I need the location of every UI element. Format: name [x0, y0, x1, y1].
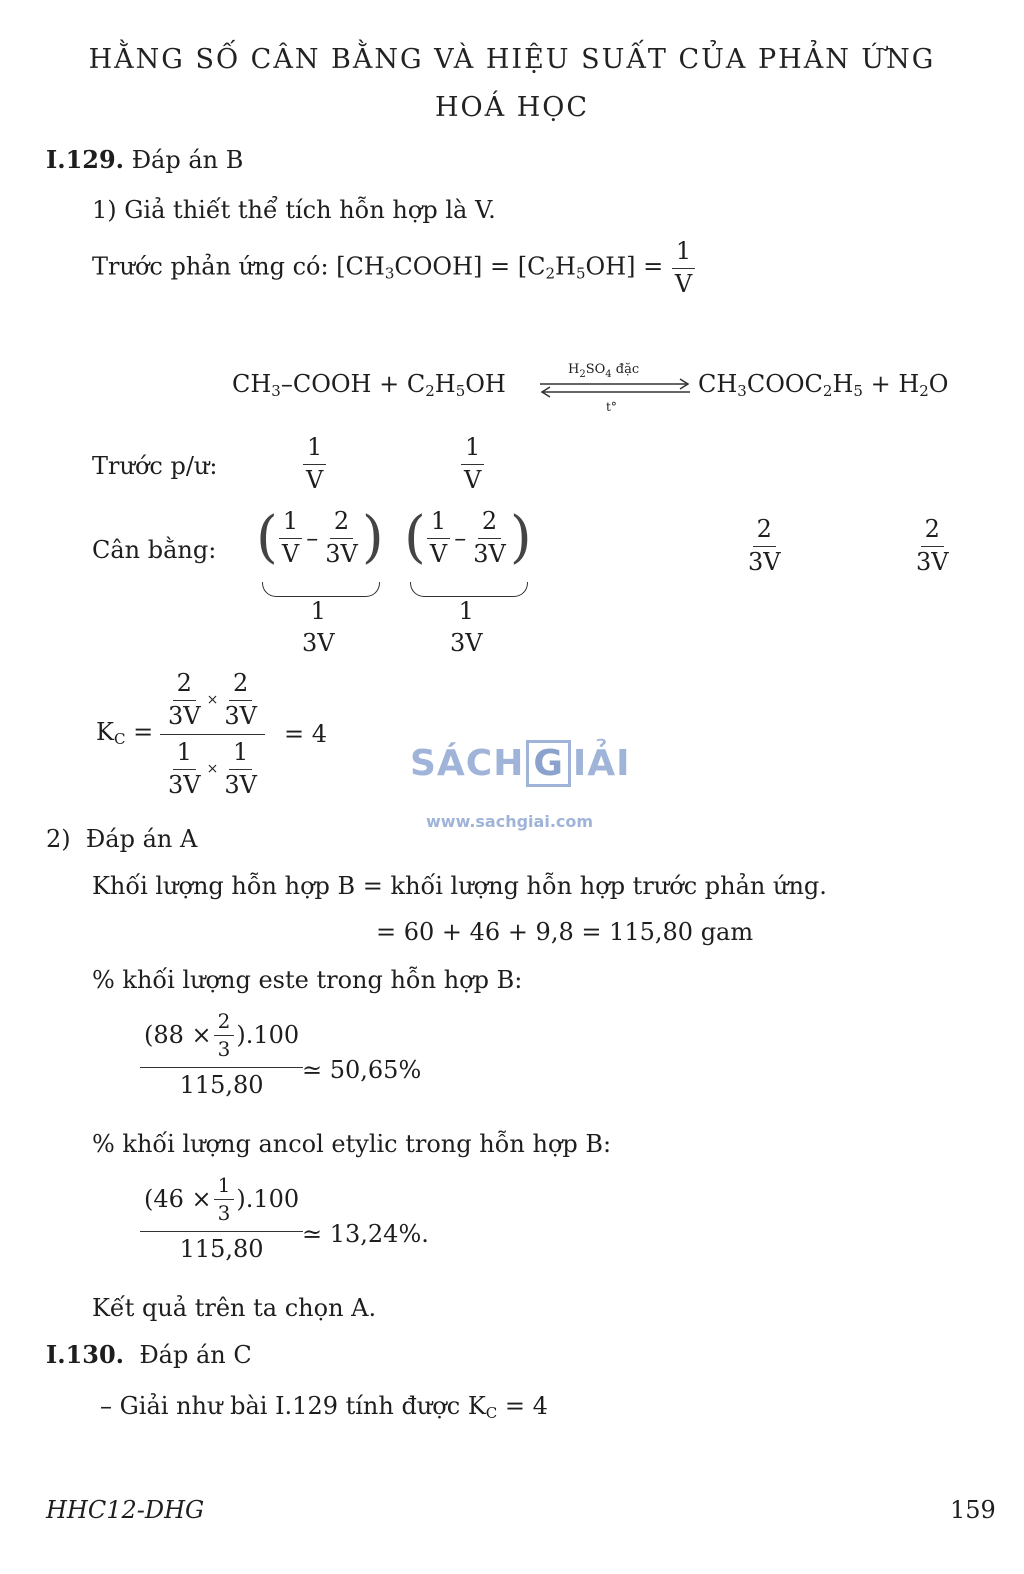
equilibrium-water-fraction: $\frac{2}{3V}$ [916, 515, 949, 576]
question-label: I.129. [46, 145, 125, 174]
kc-label: $K_C$ = [96, 718, 154, 748]
temperature-label: t° [606, 400, 617, 414]
mass-line-1: Khối lượng hỗn hợp B = khối lượng hỗn hợp trước phản ứng. [92, 872, 827, 900]
kc-big-fraction: $\frac{2}{3V}$ × $\frac{2}{3V}$ $\frac{1}{3V}$ × $\frac{1}{3V}$ [160, 670, 265, 799]
fraction-1-over-V: $\frac{1}{V}$ [671, 238, 696, 298]
before-alcohol-fraction: $\frac{1}{V}$ [460, 434, 485, 494]
catalyst-label: $H_2SO_4$ đặc [568, 362, 640, 380]
page-title-line1: HẰNG SỐ CÂN BẰNG VÀ HIỆU SUẤT CỦA PHẢN ỨNG [88, 44, 936, 75]
watermark-url: www.sachgiai.com [426, 812, 594, 831]
question-130-line: – Giải như bài I.129 tính được $K_C = 4$ [100, 1392, 548, 1422]
reaction-right: $CH_3COOC_2H_5 + H_2O$ [698, 370, 949, 400]
before-concentrations: Trước phản ứng có: $[CH_3COOH] = [C_2H_5OH]$ = $\frac{1}{V}$ [92, 238, 696, 298]
equilibrium-alcohol-result: 1 3V [450, 597, 483, 657]
equilibrium-acid-expression: ( $\frac{1}{V}$ – $\frac{2}{3V}$ ) [256, 505, 384, 571]
part2-header: 2) Đáp án A [46, 825, 198, 853]
equilibrium-alcohol-expression: ( $\frac{1}{V}$ – $\frac{2}{3V}$ ) [404, 505, 532, 571]
conclusion-text: Kết quả trên ta chọn A. [92, 1294, 377, 1322]
watermark-logo: SÁCH G IẢI [410, 740, 631, 787]
page-number: 159 [950, 1496, 996, 1524]
ester-percent-line: % khối lượng este trong hỗn hợp B: [92, 966, 523, 994]
ester-percent-result: ≃ 50,65% [302, 1056, 422, 1084]
row-equilibrium-label: Cân bằng: [92, 536, 217, 564]
row-before-label: Trước p/ư: [92, 452, 218, 480]
footer-book-code: HHC12-DHG [46, 1496, 205, 1524]
ethanol-percent-result: ≃ 13,24%. [302, 1220, 429, 1248]
question-130-header: I.130. Đáp án C [46, 1340, 252, 1369]
before-acid-fraction: $\frac{1}{V}$ [302, 434, 327, 494]
equilibrium-arrow-icon [538, 378, 694, 400]
question-129-header [46, 145, 243, 174]
ethanol-percent-fraction: (46 × $\frac{1}{3}$ ).100 115,80 [140, 1174, 303, 1264]
kc-value: = 4 [284, 720, 328, 748]
ester-percent-fraction: (88 × $\frac{2}{3}$ ).100 115,80 [140, 1010, 303, 1100]
equilibrium-ester-fraction: $\frac{2}{3V}$ [748, 515, 781, 576]
equilibrium-acid-result: 1 3V [302, 597, 335, 657]
underbrace-acid-icon [262, 582, 380, 597]
underbrace-alcohol-icon [410, 582, 528, 597]
page-title-line2: HOÁ HỌC [434, 92, 590, 123]
part1-text: 1) Giả thiết thể tích hỗn hợp là V. [92, 196, 496, 224]
answer-label: Đáp án B [131, 146, 244, 174]
reaction-left: $CH_3$–COOH + $C_2H_5OH$ [232, 370, 506, 400]
mass-line-2: = 60 + 46 + 9,8 = 115,80 gam [376, 918, 754, 946]
ethanol-percent-line: % khối lượng ancol etylic trong hỗn hợp B: [92, 1130, 612, 1158]
